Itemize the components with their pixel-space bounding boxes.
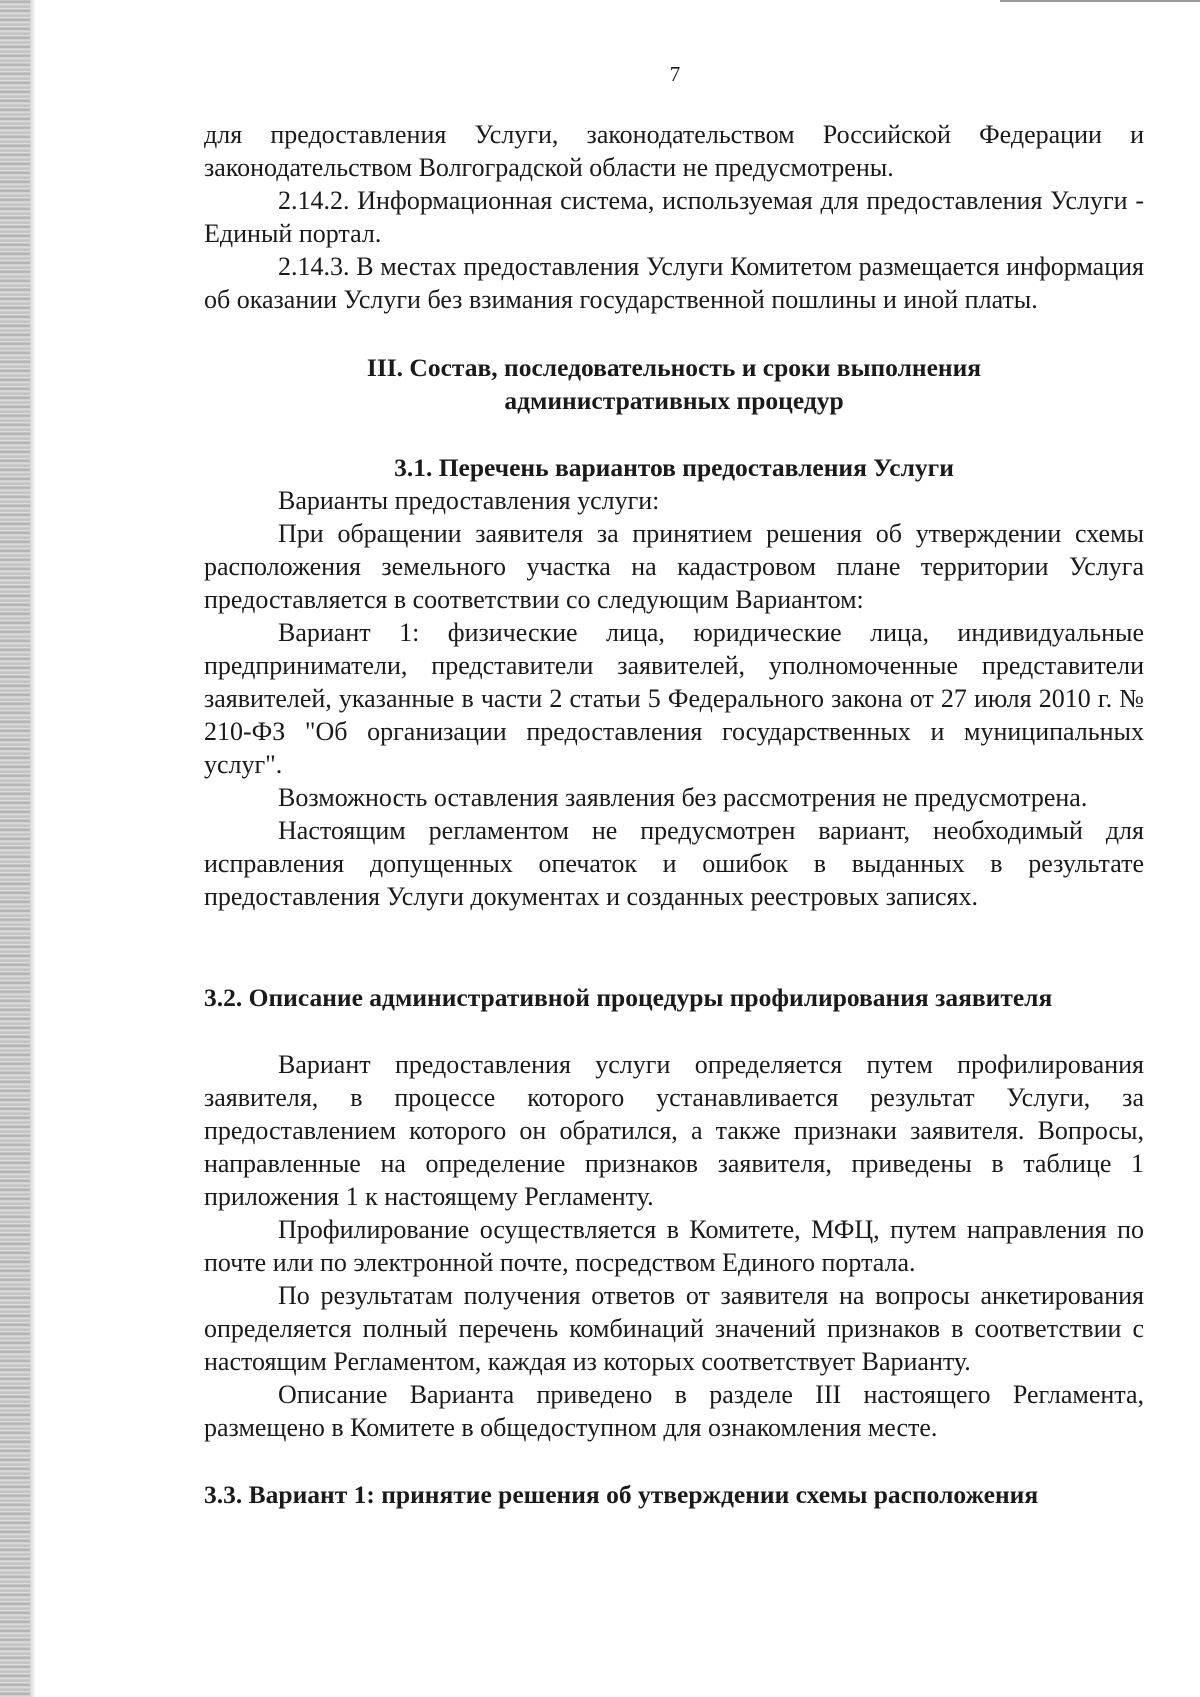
- paragraph-3-1-no-correction: Настоящим регламентом не предусмотрен вариант, необходимый для исправления допущенных опечаток и ошибок в выданных в результате предоставления Услуги документах и созданных реестровых записях.: [204, 816, 1144, 911]
- paragraph-continuation: для предоставления Услуги, законодательством Российской Федерации и законодательством Волгоградской области не предусмотрены.: [204, 120, 1144, 182]
- top-scan-line: [1000, 0, 1200, 2]
- paragraph-3-2-profiling: Вариант предоставления услуги определяется путем профилирования заявителя, в процессе которого устанавливается результат Услуги, за предоставлением которого он обратился, а также признаки заявителя. Вопросы, направленные на определение признаков заявителя, приведены в таблице 1 приложения 1 к настоящему Регламенту.: [204, 1050, 1144, 1211]
- paragraph-3-2-channels: Профилирование осуществляется в Комитете, МФЦ, путем направления по почте или по электронной почте, посредством Единого портала.: [204, 1215, 1144, 1277]
- paragraph-3-1-no-review: Возможность оставления заявления без рассмотрения не предусмотрена.: [278, 783, 1088, 812]
- paragraph-3-2-results: По результатам получения ответов от заявителя на вопросы анкетирования определяется полный перечень комбинаций значений признаков в соответствии с настоящим Регламентом, каждая из которых соответствует Варианту.: [204, 1281, 1144, 1376]
- page-number: 7: [669, 62, 681, 86]
- subsection-3-1-title: 3.1. Перечень вариантов предоставления Услуги: [394, 453, 954, 482]
- paragraph-2-14-2: 2.14.2. Информационная система, используемая для предоставления Услуги - Единый портал.: [204, 186, 1144, 248]
- paragraph-3-1-request: При обращении заявителя за принятием решения об утверждении схемы расположения земельного участка на кадастровом плане территории Услуга предоставляется в соответствии со следующим Вариантом:: [204, 519, 1144, 614]
- subsection-3-2-title: 3.2. Описание административной процедуры профилирования заявителя: [204, 983, 1053, 1012]
- paragraph-2-14-3: 2.14.3. В местах предоставления Услуги Комитетом размещается информация об оказании Услуги без взимания государственной пошлины и иной платы.: [204, 252, 1144, 314]
- scan-edge-shadow: [0, 0, 30, 1697]
- paragraph-3-1-variants: Варианты предоставления услуги:: [278, 486, 660, 515]
- subsection-3-3-title: 3.3. Вариант 1: принятие решения об утверждении схемы расположения: [204, 1480, 1039, 1509]
- document-body: [204, 118, 1144, 1511]
- paragraph-3-2-description: Описание Варианта приведено в разделе III настоящего Регламента, размещено в Комитете в общедоступном для ознакомления месте.: [204, 1380, 1144, 1442]
- paragraph-3-1-variant-1: Вариант 1: физические лица, юридические лица, индивидуальные предприниматели, представители заявителей, уполномоченные представители заявителей, указанные в части 2 статьи 5 Федерального закона от 27 июля 2010 г. № 210-ФЗ "Об организации предоставления государственных и муниципальных услуг".: [204, 618, 1144, 779]
- section-3-title-line2: административных процедур: [504, 386, 844, 415]
- section-3-title-line1: III. Состав, последовательность и сроки выполнения: [366, 353, 982, 382]
